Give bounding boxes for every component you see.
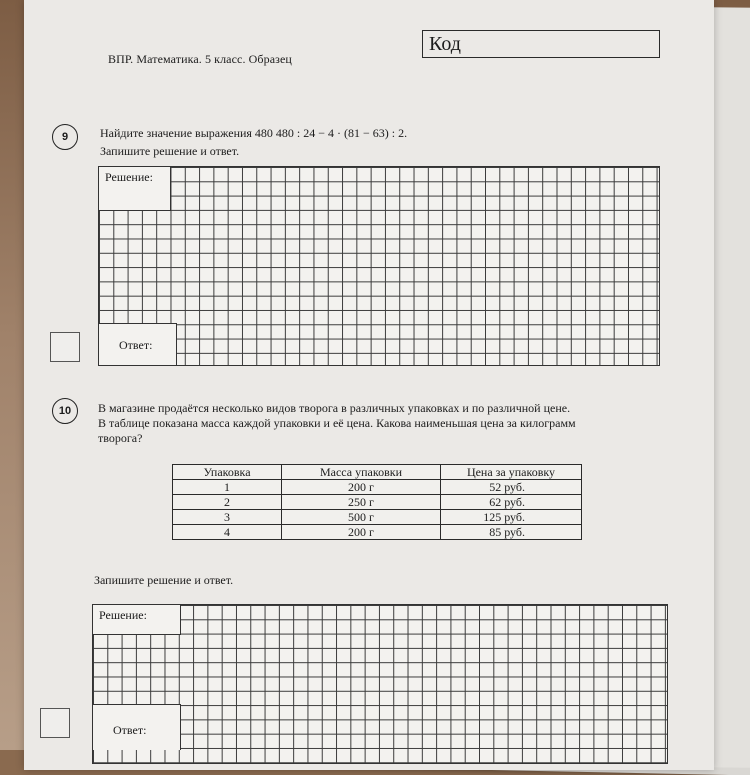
task-10-answer-label: Ответ: xyxy=(93,704,181,750)
table-cell-package: 2 xyxy=(173,495,282,510)
code-label: Код xyxy=(429,33,461,55)
task-9-question: Найдите значение выражения 480 480 : 24 − 4 · (81 − 63) : 2. xyxy=(100,126,408,140)
task-10-solution-label: Решение: xyxy=(93,605,181,635)
code-box[interactable] xyxy=(422,30,660,58)
task-9-score-box[interactable] xyxy=(50,332,80,362)
table-header-package: Упаковка xyxy=(173,465,282,480)
task-9-instruction: Запишите решение и ответ. xyxy=(100,144,240,158)
task-10-score-box[interactable] xyxy=(40,708,70,738)
table-row xyxy=(173,510,582,525)
table-cell-price: 62 руб. xyxy=(441,495,582,510)
table-cell-mass: 250 г xyxy=(282,495,441,510)
task-9-solution-label: Решение: xyxy=(99,167,171,211)
table-cell-package: 3 xyxy=(173,510,282,525)
table-cell-package: 4 xyxy=(173,525,282,540)
task-10-question-line-1: В магазине продаётся несколько видов творога в различных упаковках и по различной цене. xyxy=(98,401,571,415)
table-cell-mass: 200 г xyxy=(282,525,441,540)
task-10-instruction: Запишите решение и ответ. xyxy=(94,573,234,587)
table-cell-mass: 200 г xyxy=(282,480,441,495)
task-9-answer-label: Ответ: xyxy=(99,323,177,365)
table-cell-package: 1 xyxy=(173,480,282,495)
table-row xyxy=(173,480,582,495)
task-10-question-line-2: В таблице показана масса каждой упаковки и её цена. Какова наименьшая цена за килограмм xyxy=(98,416,576,430)
task-9-solution-grid[interactable] xyxy=(98,166,660,366)
table-cell-price: 85 руб. xyxy=(441,525,582,540)
page-header-title: ВПР. Математика. 5 класс. Образец xyxy=(108,52,292,66)
package-price-table xyxy=(172,464,582,540)
task-10-question-line-3: творога? xyxy=(98,431,143,445)
table-row xyxy=(173,495,582,510)
table-header-row xyxy=(173,465,582,480)
table-header-mass: Масса упаковки xyxy=(282,465,441,480)
table-header-price: Цена за упаковку xyxy=(441,465,582,480)
table-cell-mass: 500 г xyxy=(282,510,441,525)
task-10-number: 10 xyxy=(52,398,78,424)
table-cell-price: 52 руб. xyxy=(441,480,582,495)
table-cell-price: 125 руб. xyxy=(441,510,582,525)
exam-page xyxy=(24,0,714,770)
table-row xyxy=(173,525,582,540)
task-9-number: 9 xyxy=(52,124,78,150)
